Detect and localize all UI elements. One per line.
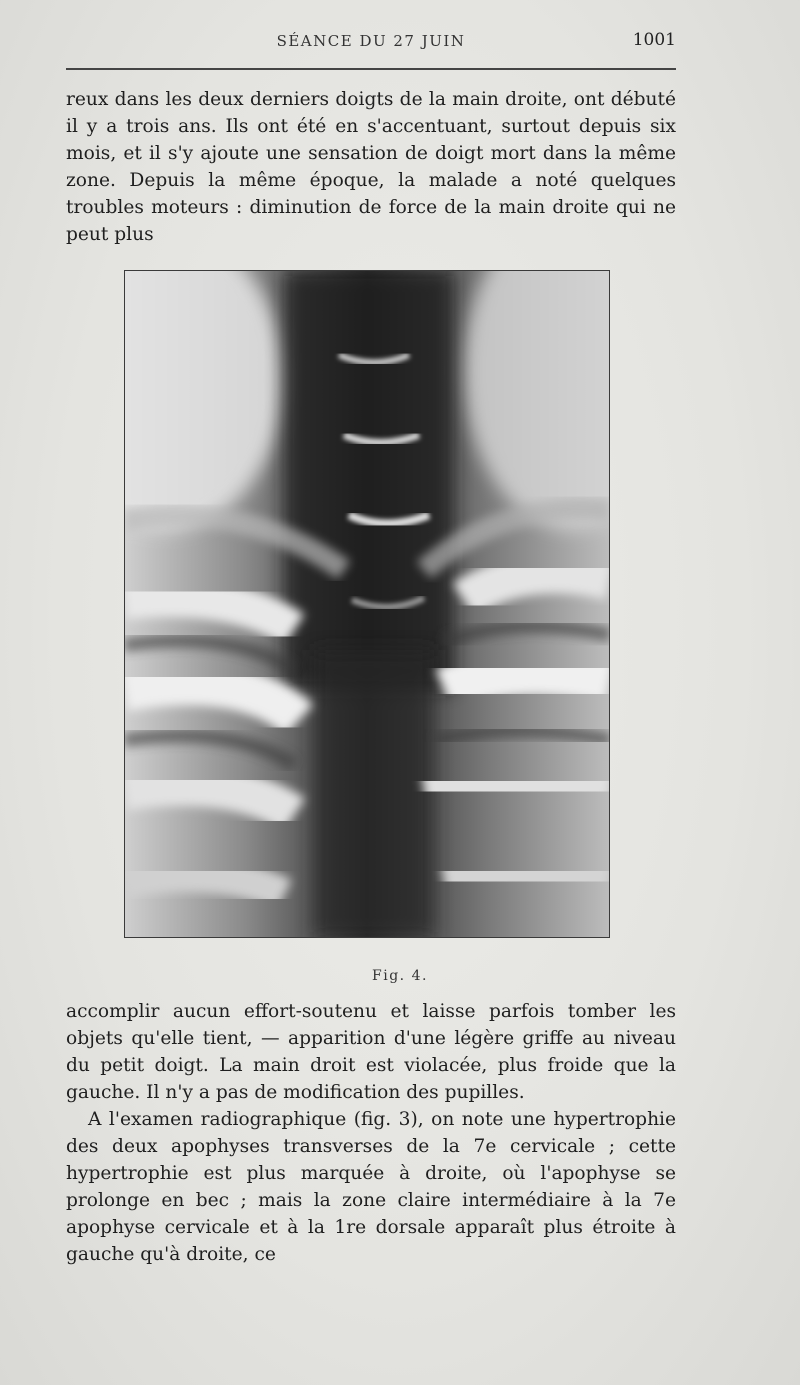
page-number: 1001 [632,30,676,50]
figure-caption: Fig. 4. [372,968,428,984]
header-rule [66,68,676,70]
running-head: SÉANCE DU 27 JUIN [276,32,466,50]
body-text-top [66,86,676,248]
paragraph-continued-2: accomplir aucun effort-soutenu et laisse parfois tomber les objets qu'elle tient, — apparition d'une légère griffe au niveau du petit doigt. La main droit est violacée, plus froide que la gauche. Il n'y a pas de modification des pupilles. [66,1001,676,1103]
page-header [66,28,676,58]
body-text-bottom [66,998,676,1268]
radiograph-image [124,270,610,938]
paragraph-continued: reux dans les deux derniers doigts de la main droite, ont débuté il y a trois ans. Ils ont été en s'accentuant, surtout depuis six mois, et il s'y ajoute une sensation de doigt mort dans la même zone. Depuis la même époque, la malade a noté quelques troubles moteurs : diminution de force de la main droite qui ne peut plus [66,89,676,245]
paragraph-radiographic-exam: A l'examen radiographique (fig. 3), on note une hypertrophie des deux apophyses transverses de la 7e cervicale ; cette hypertrophie est plus marquée à droite, où l'apophyse se prolonge en bec ; mais la zone claire intermédiaire à la 7e apophyse cervicale et à la 1re dorsale apparaît plus étroite à gauche qu'à droite, ce [66,1109,676,1265]
radiograph-figure [124,270,610,938]
